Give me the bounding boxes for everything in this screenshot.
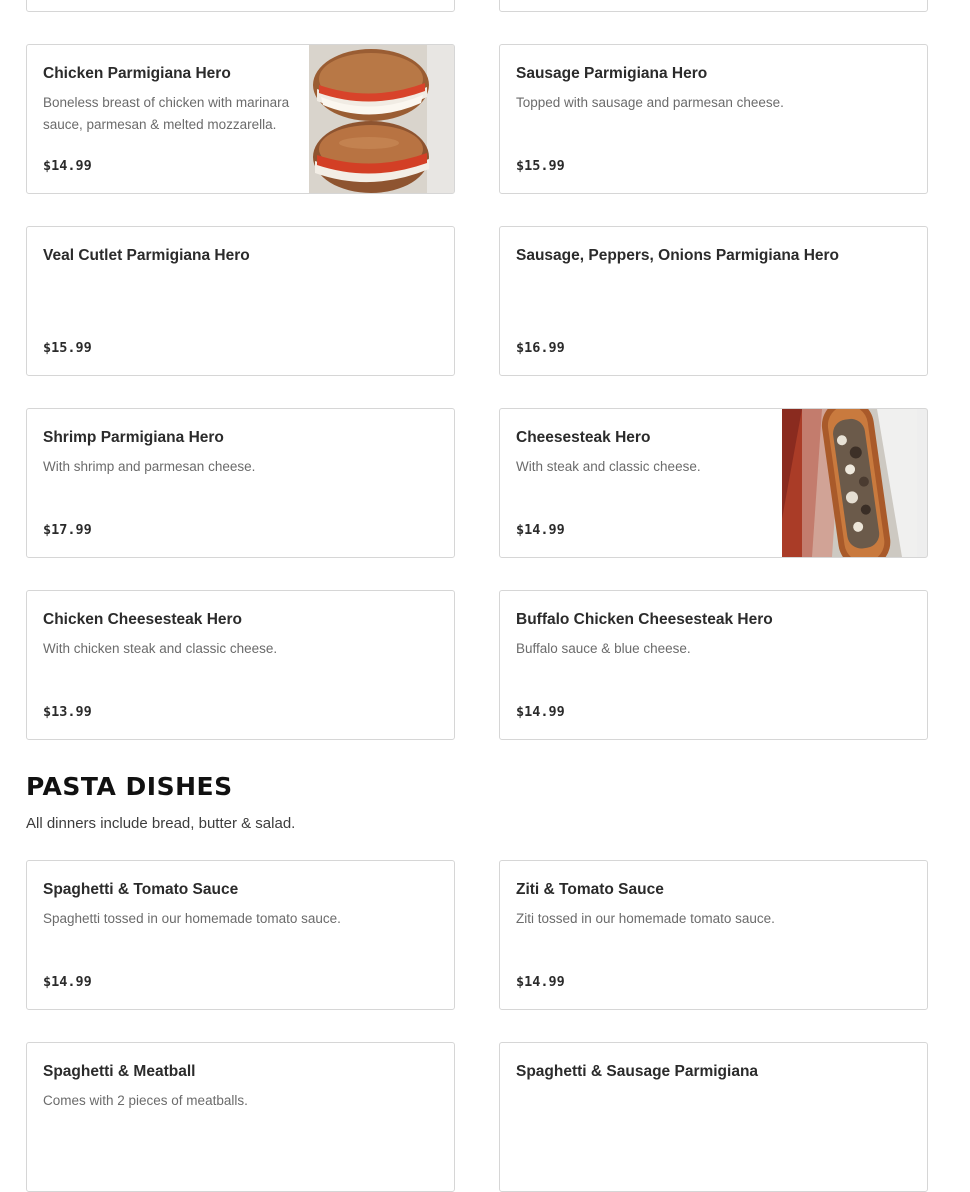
menu-item-card[interactable]	[499, 226, 928, 376]
item-description: With chicken steak and classic cheese.	[43, 641, 278, 656]
item-name: Sausage, Peppers, Onions Parmigiana Hero	[516, 247, 840, 264]
item-description: With steak and classic cheese.	[516, 459, 701, 474]
item-price: $15.99	[516, 158, 565, 174]
item-price: $17.99	[43, 522, 92, 538]
cheesesteak-hero-photo	[782, 409, 927, 557]
item-price: $14.99	[516, 704, 565, 720]
menu-item-card[interactable]	[26, 226, 455, 376]
item-price: $14.99	[43, 974, 92, 990]
item-price: $13.99	[43, 704, 92, 720]
item-description: With shrimp and parmesan cheese.	[43, 459, 256, 474]
item-price: $16.99	[516, 340, 565, 356]
menu-item-card[interactable]	[26, 44, 455, 194]
menu-item-card[interactable]	[26, 1042, 455, 1192]
section-subtitle: All dinners include bread, butter & salad.	[26, 815, 296, 832]
item-name: Spaghetti & Sausage Parmigiana	[516, 1063, 759, 1080]
item-name: Veal Cutlet Parmigiana Hero	[43, 247, 250, 264]
menu-item-card[interactable]	[499, 590, 928, 740]
menu-item-card[interactable]	[499, 1042, 928, 1192]
menu-item-card[interactable]	[26, 408, 455, 558]
item-name: Cheesesteak Hero	[516, 429, 651, 446]
item-name: Buffalo Chicken Cheesesteak Hero	[516, 611, 773, 628]
menu-item-card[interactable]	[499, 44, 928, 194]
chicken-parm-hero-photo	[309, 45, 454, 193]
item-description: Topped with sausage and parmesan cheese.	[516, 95, 784, 110]
item-name: Spaghetti & Meatball	[43, 1063, 196, 1080]
item-description: Boneless breast of chicken with marinara sauce, parmesan & melted mozzarella.	[43, 95, 290, 132]
item-name: Shrimp Parmigiana Hero	[43, 429, 224, 446]
item-name: Chicken Cheesesteak Hero	[43, 611, 243, 628]
menu-item-card[interactable]	[499, 408, 928, 558]
menu-item-card[interactable]	[499, 860, 928, 1010]
item-price: $15.99	[43, 340, 92, 356]
item-price: $14.99	[43, 158, 92, 174]
menu-item-card[interactable]	[26, 860, 455, 1010]
section-title-pasta-dishes: PASTA DISHES	[26, 772, 233, 801]
item-description: Ziti tossed in our homemade tomato sauce.	[516, 911, 775, 926]
item-description: Spaghetti tossed in our homemade tomato sauce.	[43, 911, 341, 926]
item-name: Sausage Parmigiana Hero	[516, 65, 708, 82]
menu-item-card[interactable]	[26, 590, 455, 740]
menu-item-card-partial[interactable]	[26, 0, 455, 12]
item-name: Spaghetti & Tomato Sauce	[43, 881, 239, 898]
item-description: Comes with 2 pieces of meatballs.	[43, 1093, 248, 1108]
item-price: $14.99	[516, 522, 565, 538]
item-name: Ziti & Tomato Sauce	[516, 881, 664, 898]
item-price: $14.99	[516, 974, 565, 990]
item-description: Buffalo sauce & blue cheese.	[516, 641, 691, 656]
menu-item-card-partial[interactable]	[499, 0, 928, 12]
item-name: Chicken Parmigiana Hero	[43, 65, 231, 82]
